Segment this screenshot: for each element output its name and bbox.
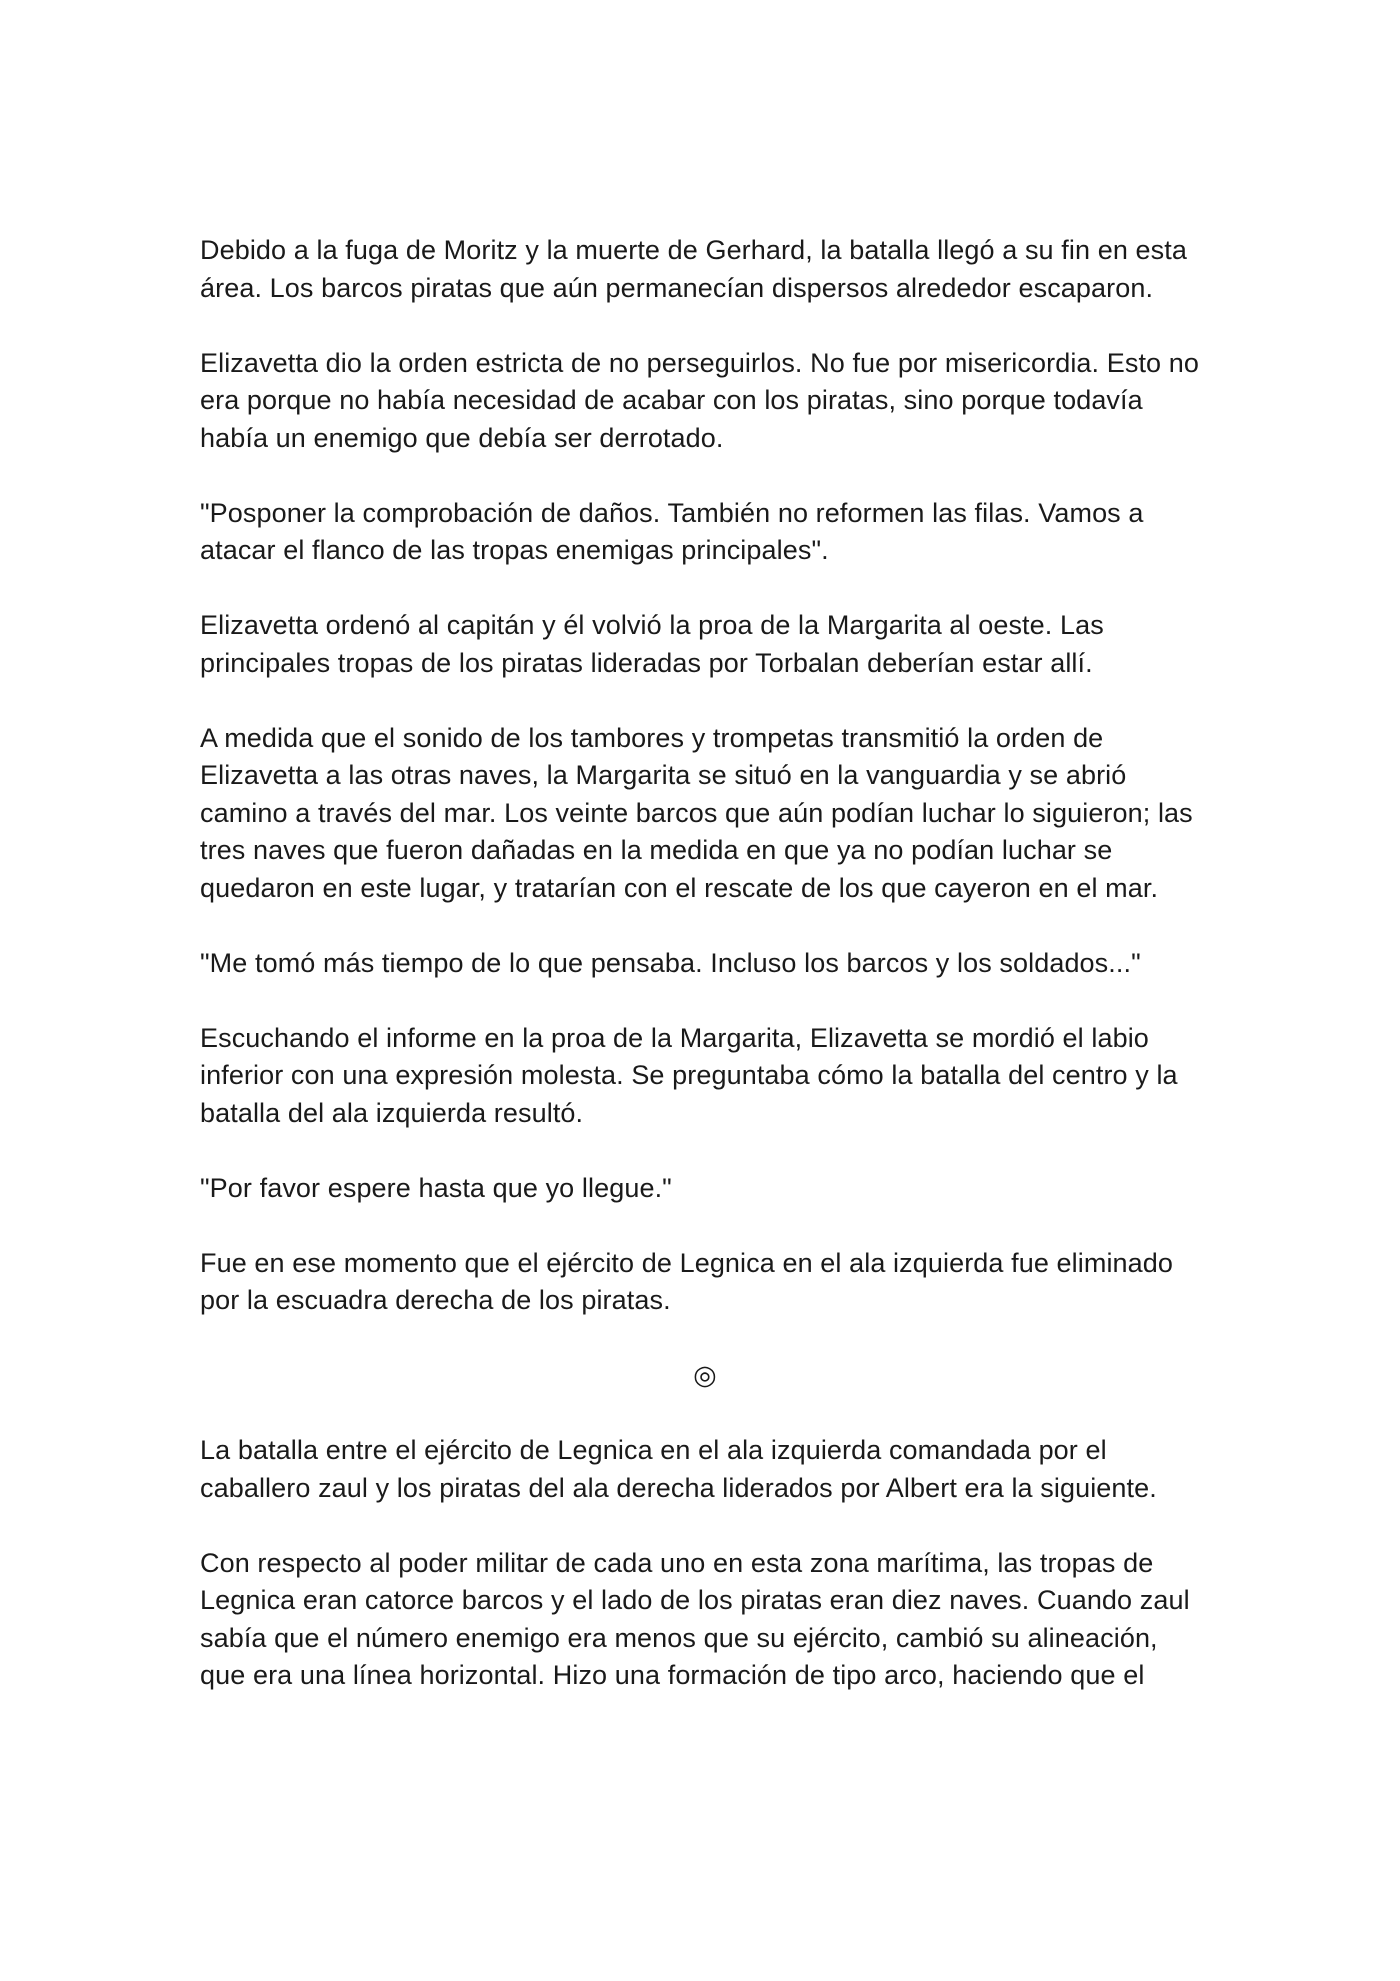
paragraph: Con respecto al poder militar de cada uno en esta zona marítima, las tropas de Legnica eran catorce barcos y el lado de los piratas eran diez naves. Cuando zaul sabía que el número enemigo era menos que su ejército, cambió su alineación, que era una línea horizontal. Hizo una formación de tipo arco, haciendo que el: [200, 1547, 1190, 1690]
section-separator-icon: ◎: [693, 1360, 717, 1390]
paragraph: La batalla entre el ejército de Legnica en el ala izquierda comandada por el caballero zaul y los piratas del ala derecha liderados por Albert era la siguiente.: [200, 1435, 1157, 1503]
paragraph: "Me tomó más tiempo de lo que pensaba. Incluso los barcos y los soldados...": [200, 947, 1141, 978]
paragraph: Elizavetta dio la orden estricta de no perseguirlos. No fue por misericordia. Esto no era porque no había necesidad de acabar con los piratas, sino porque todavía había un enemigo que debía ser derrotado.: [200, 347, 1200, 453]
paragraph: Escuchando el informe en la proa de la Margarita, Elizavetta se mordió el labio inferior con una expresión molesta. Se preguntaba cómo la batalla del centro y la batalla del ala izquierda resultó.: [200, 1022, 1178, 1128]
paragraph: "Posponer la comprobación de daños. También no reformen las filas. Vamos a atacar el flanco de las tropas enemigas principales".: [200, 497, 1144, 565]
paragraph: A medida que el sonido de los tambores y trompetas transmitió la orden de Elizavetta a las otras naves, la Margarita se situó en la vanguardia y se abrió camino a través del mar. Los veinte barcos que aún podían luchar lo siguieron; las tres naves que fueron dañadas en la medida en que ya no podían luchar se quedaron en este lugar, y tratarían con el rescate de los que cayeron en el mar.: [200, 722, 1193, 903]
paragraph: "Por favor espere hasta que yo llegue.": [200, 1172, 672, 1203]
document-body: [200, 232, 1210, 1732]
paragraph: Debido a la fuga de Moritz y la muerte de Gerhard, la batalla llegó a su fin en esta área. Los barcos piratas que aún permanecían dispersos alrededor escaparon.: [200, 235, 1187, 303]
paragraph: Elizavetta ordenó al capitán y él volvió la proa de la Margarita al oeste. Las principales tropas de los piratas lideradas por Torbalan deberían estar allí.: [200, 610, 1104, 678]
paragraph: Fue en ese momento que el ejército de Legnica en el ala izquierda fue eliminado por la escuadra derecha de los piratas.: [200, 1247, 1174, 1315]
